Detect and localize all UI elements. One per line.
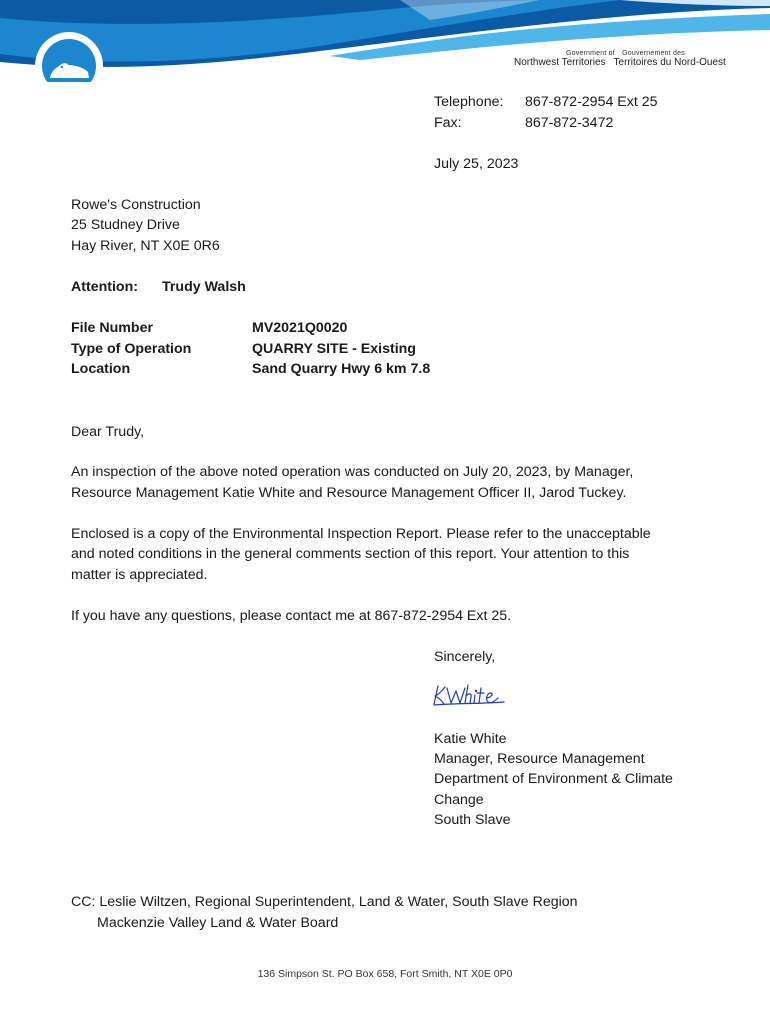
cc-line-1: CC: Leslie Wiltzen, Regional Superintendent, Land & Water, South Slave Region — [71, 894, 578, 910]
recipient-street: 25 Studney Drive — [71, 217, 180, 233]
header-banner — [0, 0, 770, 90]
polar-bear-logo — [34, 30, 104, 82]
handwritten-signature — [432, 682, 512, 708]
gov-fr-name: Territoires du Nord-Ouest — [613, 57, 726, 68]
operation-type-value: QUARRY SITE - Existing — [252, 341, 416, 357]
fax-row — [434, 115, 613, 131]
operation-type-label: Type of Operation — [71, 341, 192, 357]
paragraph-3: If you have any questions, please contact me at 867-872-2954 Ext 25. — [71, 608, 512, 624]
salutation: Dear Trudy, — [71, 424, 145, 440]
location-value: Sand Quarry Hwy 6 km 7.8 — [252, 361, 431, 377]
government-wordmark — [514, 50, 744, 68]
file-number-value: MV2021Q0020 — [252, 320, 348, 336]
paragraph-1-line-2: Resource Management Katie White and Resource Management Officer II, Jarod Tuckey. — [71, 485, 627, 501]
recipient-company: Rowe's Construction — [71, 197, 201, 213]
attention-label: Attention: — [71, 279, 138, 295]
fax-value: 867-872-3472 — [525, 115, 614, 131]
signer-name: Katie White — [434, 731, 507, 747]
recipient-city: Hay River, NT X0E 0R6 — [71, 238, 220, 254]
telephone-label: Telephone: — [434, 94, 504, 110]
file-number-label: File Number — [71, 320, 153, 336]
paragraph-2-line-1: Enclosed is a copy of the Environmental Inspection Report. Please refer to the unacceptable — [71, 526, 651, 542]
paragraph-1-line-1: An inspection of the above noted operation was conducted on July 20, 2023, by Manager, — [71, 464, 634, 480]
gov-en-small: Government of — [566, 50, 615, 57]
fax-label: Fax: — [434, 115, 462, 131]
footer-address: 136 Simpson St. PO Box 658, Fort Smith, NT X0E 0P0 — [257, 968, 513, 980]
paragraph-2-line-2: and noted conditions in the general comments section of this report. Your attention to this — [71, 546, 630, 562]
closing-sincerely: Sincerely, — [434, 649, 496, 665]
telephone-row — [434, 94, 658, 110]
signer-department-line-1: Department of Environment & Climate — [434, 771, 673, 787]
gov-en-name: Northwest Territories — [514, 57, 606, 68]
gov-fr-small: Gouvernement des — [622, 50, 685, 57]
cc-line-2: Mackenzie Valley Land & Water Board — [97, 915, 339, 931]
signer-region: South Slave — [434, 812, 511, 828]
signer-department-line-2: Change — [434, 792, 484, 808]
paragraph-2-line-3: matter is appreciated. — [71, 567, 208, 583]
telephone-value: 867-872-2954 Ext 25 — [525, 94, 658, 110]
location-label: Location — [71, 361, 131, 377]
attention-name: Trudy Walsh — [162, 279, 246, 295]
letter-date: July 25, 2023 — [434, 156, 519, 172]
signer-title: Manager, Resource Management — [434, 751, 645, 767]
